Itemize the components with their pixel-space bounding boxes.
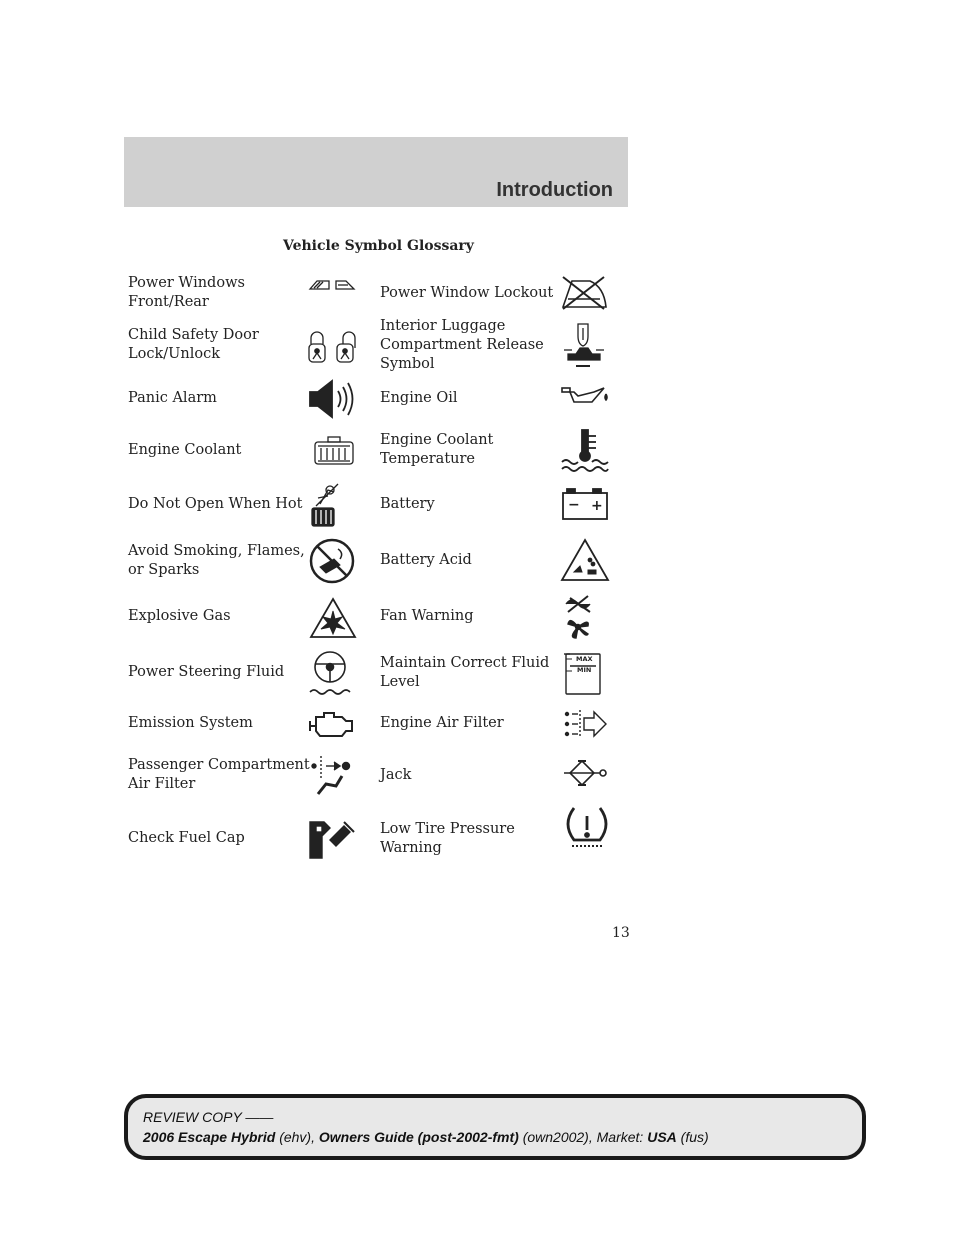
glossary-label-jack: Jack [380,767,412,783]
min-mark: MIN [577,666,592,674]
battery-plus-mark: + [591,498,603,514]
review-market: USA [647,1129,677,1145]
glossary-label-window-lockout: Power Window Lockout [380,285,554,301]
review-copy-box [124,1094,866,1160]
glossary-label-emission-system: Emission System [128,715,253,731]
glossary-label-explosive-gas: Explosive Gas [128,608,231,624]
review-market-code: (fus) [680,1129,709,1145]
review-copy-label: REVIEW COPY —— [143,1109,274,1125]
review-guide-prefix: , [311,1129,319,1145]
glossary-label-fan-warning: Fan Warning [380,608,474,624]
review-model: 2006 Escape Hybrid [143,1129,276,1145]
no-smoking-icon [308,537,356,585]
engine-air-filter-icon [562,708,608,740]
child-safety-lock-icon [307,330,359,364]
hot-cap-icon [308,482,342,528]
glossary-label-engine-air-filter: Engine Air Filter [380,715,504,731]
coolant-temperature-icon [560,428,610,472]
page-number: 13 [612,925,630,941]
power-windows-front-rear-icon [308,278,358,292]
glossary-label-passenger-air-filter: Passenger Compartment Air Filter [128,757,310,792]
glossary-label-fluid-level: Maintain Correct Fluid Level [380,655,550,690]
review-guide: Owners Guide (post-2002-fmt) [318,1129,519,1145]
glossary-label-battery-acid: Battery Acid [380,552,472,568]
glossary-label-check-fuel-cap: Check Fuel Cap [128,830,245,846]
fuel-cap-icon [308,814,356,862]
glossary-label-coolant-temperature: Engine Coolant Temperature [380,432,494,467]
review-copy-details [143,1129,709,1145]
explosive-warning-icon [309,597,357,639]
glossary-title: Vehicle Symbol Glossary [283,238,474,254]
oil-can-icon [560,384,610,408]
jack-icon [562,758,608,788]
glossary-label-engine-coolant: Engine Coolant [128,442,242,458]
acid-warning-icon [560,538,610,582]
glossary-label-panic-alarm: Panic Alarm [128,390,217,406]
engine-outline-icon [308,709,356,739]
glossary-label-battery: Battery [380,496,435,512]
window-lockout-icon [560,275,610,311]
battery-icon [561,487,609,521]
radiator-icon [313,434,355,466]
tire-pressure-icon [564,806,610,850]
cabin-air-filter-icon [308,752,356,798]
section-title: Introduction [496,179,613,201]
glossary-label-do-not-open-hot: Do Not Open When Hot [128,496,303,512]
glossary-label-tire-pressure: Low Tire Pressure Warning [380,821,515,856]
glossary-label-luggage-release: Interior Luggage Compartment Release Symbol [380,318,544,372]
trunk-release-icon [562,322,608,370]
glossary-label-avoid-smoking: Avoid Smoking, Flames, or Sparks [128,543,305,578]
review-market-label: , Market: [588,1129,648,1145]
review-guide-code: (own2002) [522,1129,589,1145]
steering-wheel-fluid-icon [308,650,354,698]
glossary-label-child-safety: Child Safety Door Lock/Unlock [128,327,259,362]
fan-warning-icon [562,594,596,640]
glossary-label-engine-oil: Engine Oil [380,390,458,406]
battery-minus-mark: − [568,497,580,513]
glossary-label-power-windows: Power Windows Front/Rear [128,275,245,310]
speaker-icon [308,378,358,420]
glossary-label-power-steering: Power Steering Fluid [128,664,285,680]
review-model-code: (ehv) [279,1129,312,1145]
section-header-band [124,137,628,207]
fluid-level-icon [562,650,602,696]
max-mark: MAX [576,655,593,663]
